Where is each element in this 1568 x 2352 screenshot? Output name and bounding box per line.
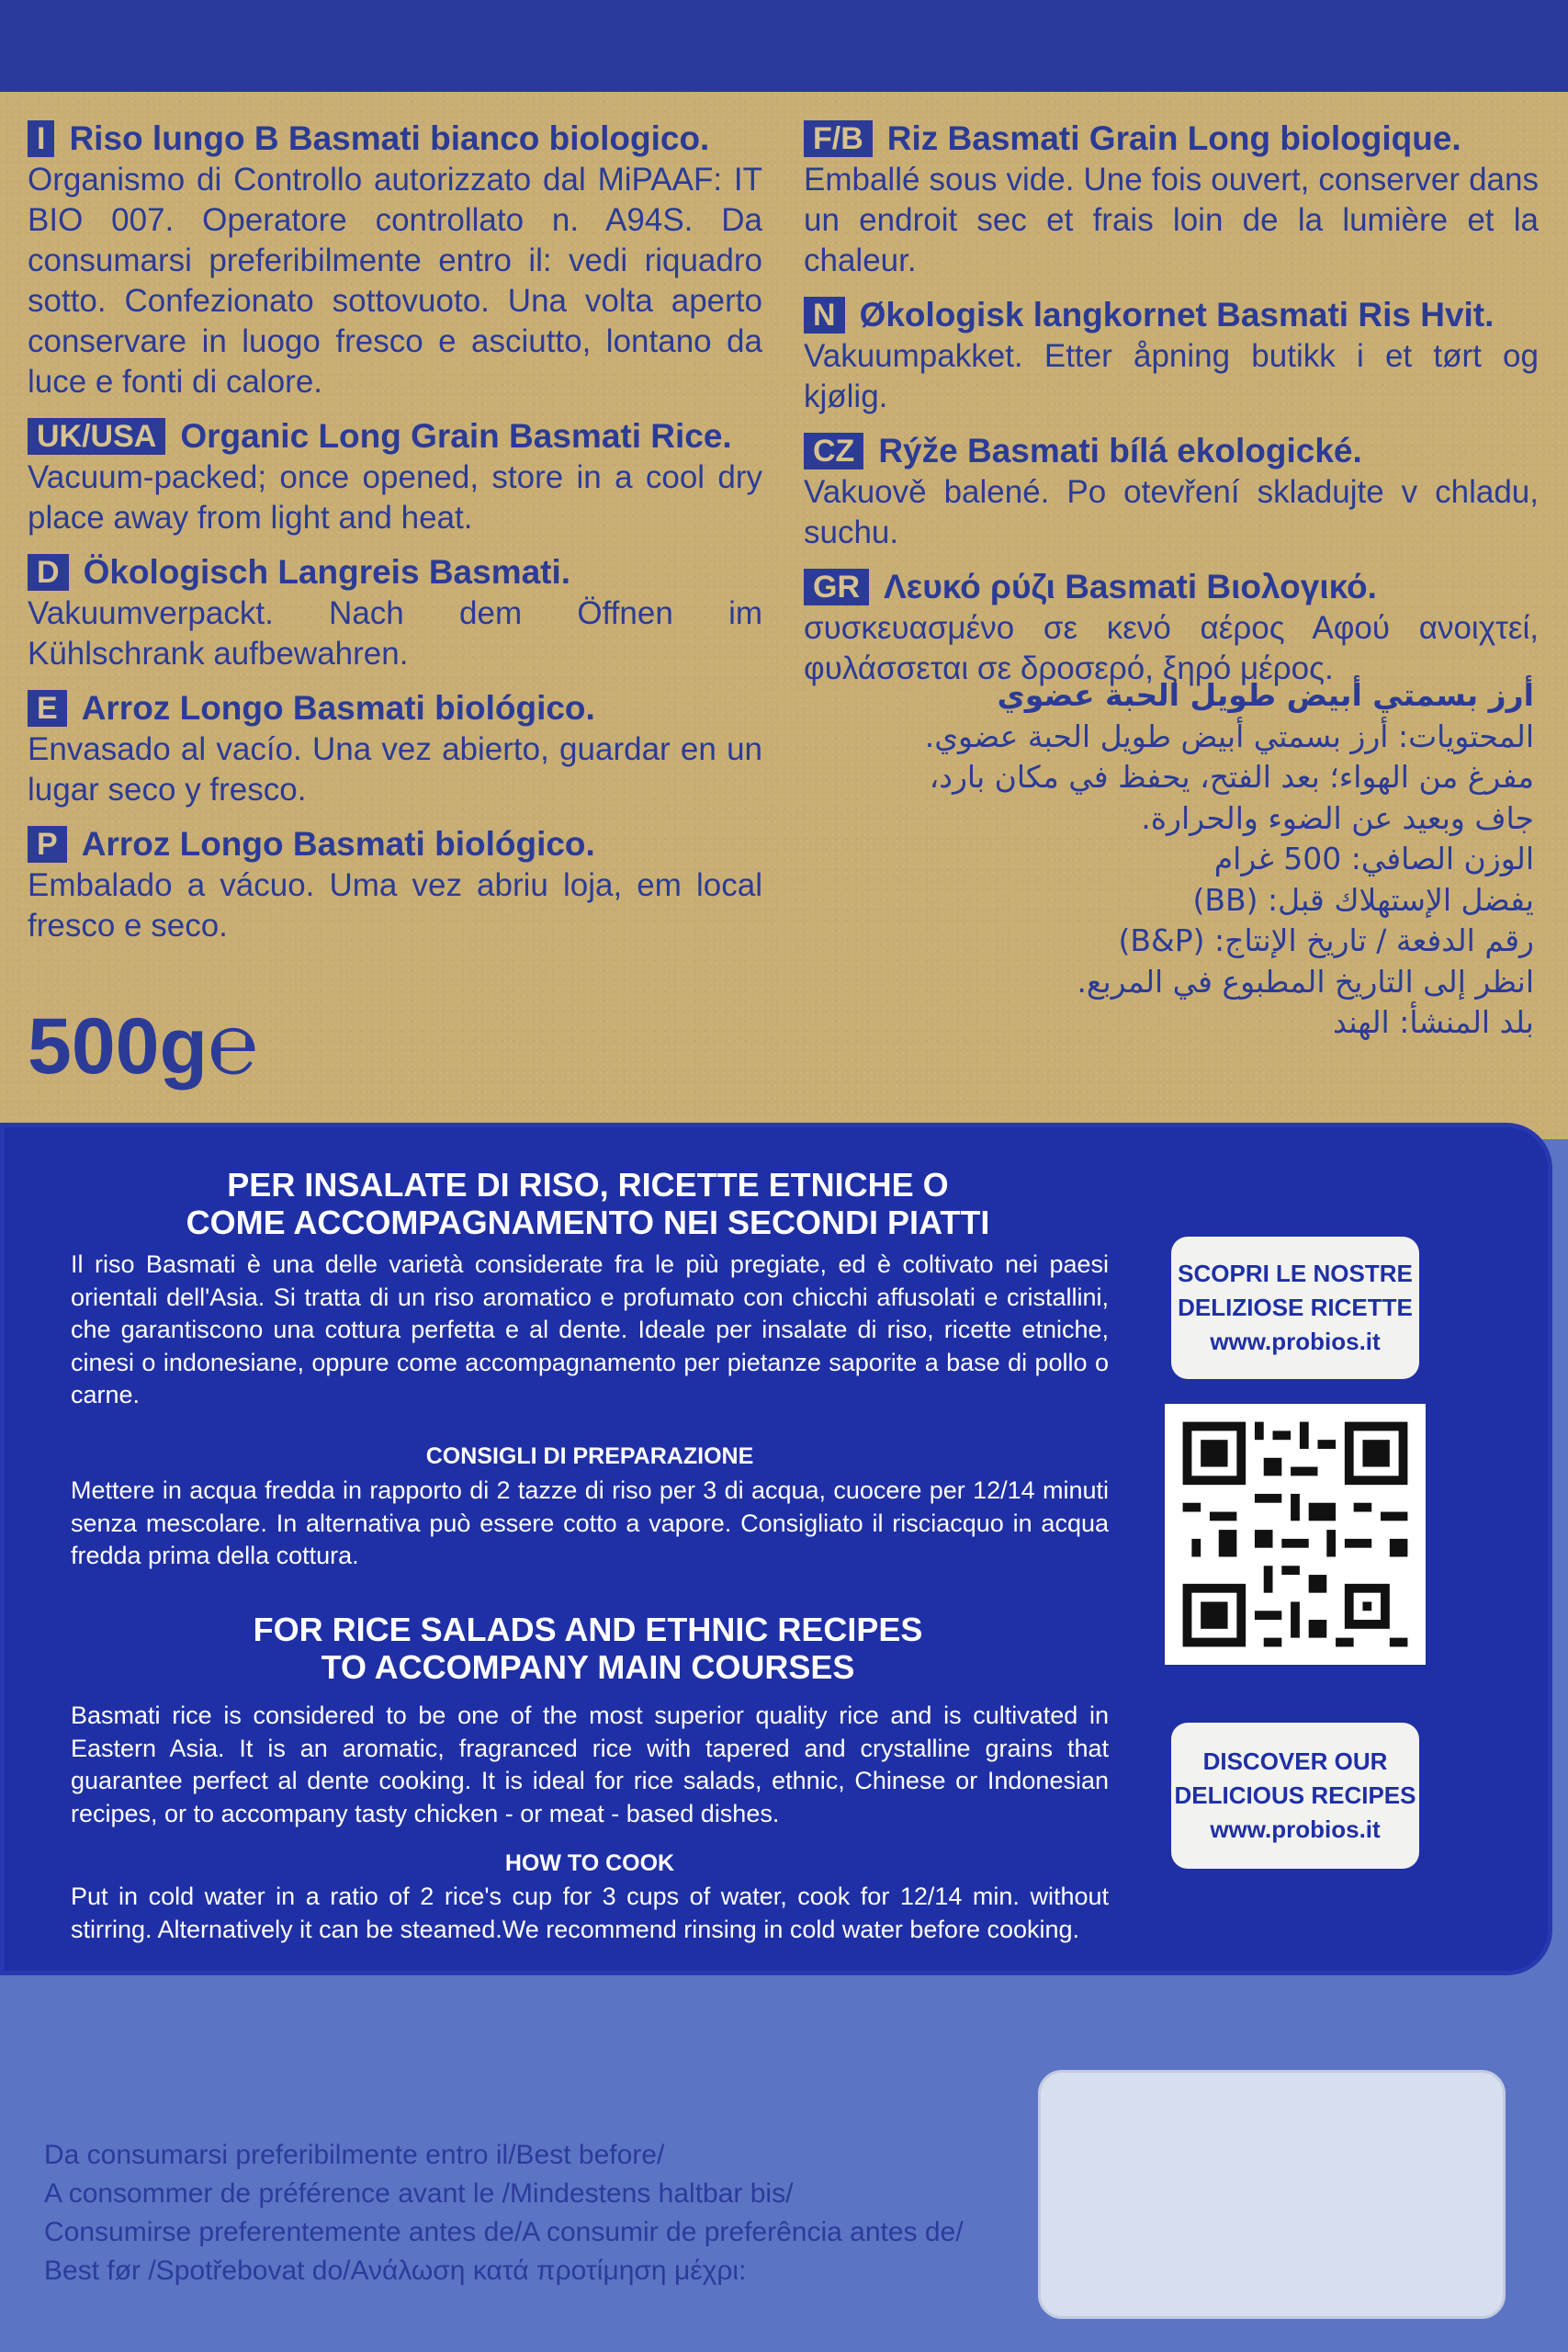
section-text: Vakuumpakket. Etter åpning butikk i et tørt og kjølig.: [804, 338, 1539, 414]
card-line: DELIZIOSE RICETTE: [1178, 1294, 1413, 1321]
best-before-line: Consumirse preferentemente antes de/A consumir de preferência antes de/: [44, 2217, 964, 2247]
section-italian: [28, 118, 762, 402]
arabic-line: يفضل الإستهلاك قبل: (BB): [1192, 881, 1534, 918]
qr-code-icon[interactable]: [1165, 1404, 1426, 1665]
section-portuguese: [28, 823, 762, 946]
arabic-section: [919, 675, 1534, 1044]
card-link[interactable]: www.probios.it: [1210, 1328, 1381, 1355]
recipes-card-en[interactable]: [1171, 1723, 1419, 1869]
section-text: Emballé sous vide. Une fois ouvert, conserver dans un endroit sec et frais loin de la lumière et la chaleur.: [804, 162, 1539, 278]
section-text: Vakuumverpackt. Nach dem Öffnen im Kühlschrank aufbewahren.: [28, 595, 762, 672]
language-tag: D: [28, 554, 69, 591]
arabic-line: بلد المنشأ: الهند: [1333, 1004, 1534, 1040]
card-line: DISCOVER OUR: [1202, 1747, 1388, 1775]
panel-title-en-2: TO ACCOMPANY MAIN COURSES: [321, 1648, 855, 1686]
panel-prep-it: Mettere in acqua fredda in rapporto di 2 tazze di riso per 3 di acqua, cuocere per 12/14 minuti senza mescolare. In alternativa può essere cotto a vapore. Consigliato il risciacquo in acqua fredda prima della cottura.: [71, 1476, 1109, 1569]
arabic-line: أرز بسمتي أبيض طويل الحبة عضوي: [997, 677, 1534, 713]
arabic-line: انظر إلى التاريخ المطبوع في المربع.: [1077, 963, 1534, 1000]
top-blue-band: [0, 0, 1568, 92]
language-tag: UK/USA: [28, 418, 165, 455]
net-weight: [28, 997, 258, 1093]
language-tag: F/B: [804, 120, 873, 157]
section-title: Organic Long Grain Basmati Rice.: [180, 417, 732, 455]
section-english: [28, 415, 762, 538]
arabic-line: الوزن الصافي: 500 غرام: [1213, 841, 1534, 876]
language-tag: GR: [804, 569, 869, 605]
section-title: Riso lungo B Basmati bianco biologico.: [69, 119, 710, 157]
section-czech: [804, 430, 1539, 553]
panel-text-en: Basmati rice is considered to be one of the most superior quality rice and is cultivated in Eastern Asia. It is an aromatic, fragranced rice with tapered and crystalline grains that guarantee perfect al dente cooking. It is ideal for rice salads, ethnic, Chinese or Indonesian recipes, or to accompany tasty chicken - or meat - based dishes.: [71, 1702, 1109, 1827]
section-title: Riz Basmati Grain Long biologique.: [886, 119, 1461, 157]
arabic-line: مفرغ من الهواء؛ بعد الفتح، يحفظ في مكان بارد،: [929, 759, 1534, 795]
weight-value: 500g: [28, 1002, 209, 1091]
section-text: Vakuově balené. Po otevření skladujte v chladu, suchu.: [804, 474, 1539, 550]
section-title: Rýže Basmati bílá ekologické.: [878, 432, 1362, 469]
label-column-right: [804, 118, 1539, 702]
panel-text-it: Il riso Basmati è una delle varietà considerate fra le più pregiate, ed è coltivato nei paesi orientali dell'Asia. Si tratta di un riso aromatico e profumato con chicchi affusolati e cristallini, che garantiscono una cottura perfetta e al dente. Ideale per insalate di riso, ricette etniche, cinesi o indonesiane, oppure come accompagnamento per pietanze saporite a base di pollo o carne.: [71, 1250, 1109, 1408]
arabic-line: رقم الدفعة / تاريخ الإنتاج: (B&P): [1118, 922, 1534, 958]
language-tag: E: [28, 690, 67, 727]
arabic-line: المحتويات: أرز بسمتي أبيض طويل الحبة عضوي.: [924, 718, 1534, 754]
panel-title-it-2: COME ACCOMPAGNAMENTO NEI SECONDI PIATTI: [186, 1204, 990, 1241]
section-text: Organismo di Controllo autorizzato dal MiPAAF: IT BIO 007. Operatore controllato n. A94S. Da consumarsi preferibilmente entro il: vedi riquadro sotto. Confezionato sottovuoto. Una volta aperto conservare in luogo fresco e asciutto, lontano da luce e fonti di calore.: [28, 162, 762, 400]
section-spanish: [28, 687, 762, 810]
panel-prep-en: Put in cold water in a ratio of 2 rice's cup for 3 cups of water, cook for 12/14 min. without stirring. Alternatively it can be steamed.We recommend rinsing in cold water before cooking.: [71, 1883, 1109, 1943]
section-title: Arroz Longo Basmati biológico.: [81, 825, 595, 863]
language-tag: I: [28, 120, 54, 157]
panel-title-en-1: FOR RICE SALADS AND ETHNIC RECIPES: [253, 1611, 923, 1648]
panel-subtitle-en: HOW TO COOK: [504, 1850, 675, 1876]
language-tag: N: [804, 297, 845, 334]
section-greek: [804, 566, 1539, 689]
section-text: Vacuum-packed; once opened, store in a cool dry place away from light and heat.: [28, 459, 762, 536]
panel-subtitle-it: CONSIGLI DI PREPARAZIONE: [425, 1443, 754, 1469]
section-french: [804, 118, 1539, 281]
panel-title-it-1: PER INSALATE DI RISO, RICETTE ETNICHE O: [227, 1166, 949, 1204]
card-line: DELICIOUS RECIPES: [1174, 1781, 1416, 1809]
card-line: SCOPRI LE NOSTRE: [1178, 1260, 1413, 1287]
best-before-line: Da consumarsi preferibilmente entro il/Best before/: [44, 2140, 665, 2170]
section-title: Ökologisch Langreis Basmati.: [83, 553, 571, 591]
section-text: Embalado a vácuo. Uma vez abriu loja, em local fresco e seco.: [28, 867, 762, 944]
section-german: [28, 551, 762, 674]
best-before-text: [44, 2136, 1027, 2290]
language-tag: CZ: [804, 433, 863, 469]
recipes-card-it[interactable]: [1171, 1237, 1419, 1379]
best-before-line: Best før /Spotřebovat do/Ανάλωση κατά προτίμηση μέχρι:: [44, 2256, 747, 2286]
section-title: Økologisk langkornet Basmati Ris Hvit.: [859, 296, 1495, 334]
card-link[interactable]: www.probios.it: [1210, 1815, 1381, 1843]
section-norwegian: [804, 294, 1539, 417]
section-title: Λευκό ρύζι Basmati Βιολογικό.: [884, 568, 1377, 605]
best-before-date-box: [1038, 2070, 1506, 2319]
estimated-sign-icon: ℮: [208, 998, 259, 1091]
language-tag: P: [28, 826, 67, 863]
best-before-line: A consommer de préférence avant le /Mindestens haltbar bis/: [44, 2178, 794, 2209]
label-column-left: [28, 118, 762, 959]
section-text: συσκευασμένο σε κενό αέρος Αφού ανοιχτεί, φυλάσσεται σε δροσερό, ξηρό μέρος.: [804, 610, 1539, 686]
arabic-line: جاف وبعيد عن الضوء والحرارة.: [1141, 799, 1534, 836]
section-text: Envasado al vacío. Una vez abierto, guardar en un lugar seco y fresco.: [28, 731, 762, 808]
section-title: Arroz Longo Basmati biológico.: [81, 689, 595, 727]
